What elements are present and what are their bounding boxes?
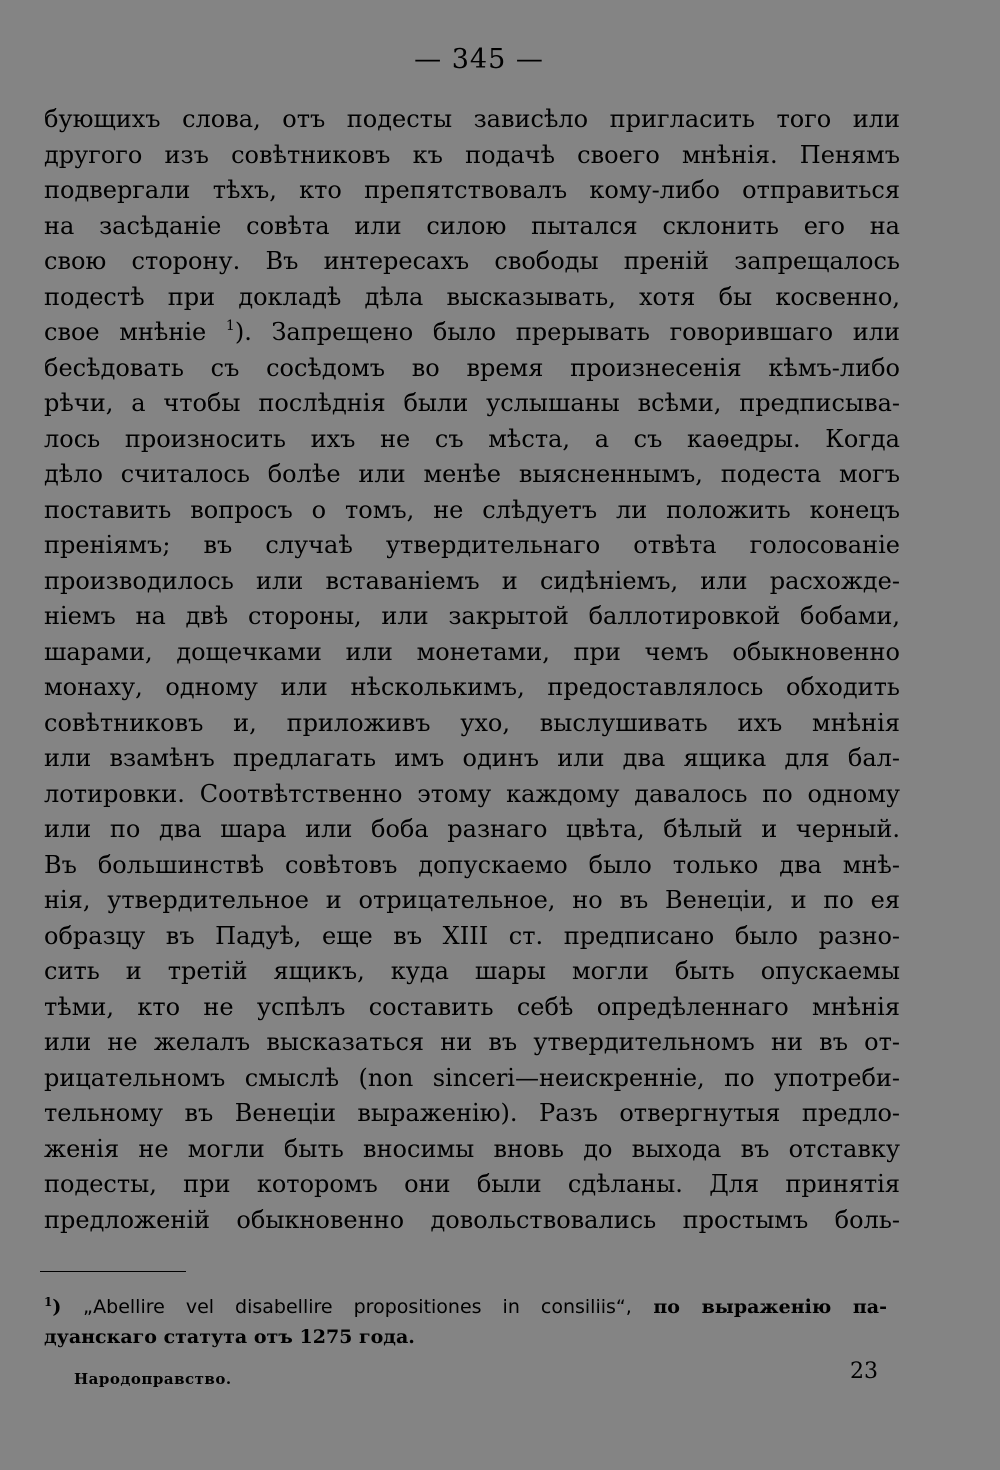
text-line: дѣло считалось болѣе или менѣе выясненнымъ, подеста могъ xyxy=(44,460,900,488)
text-line: лось произносить ихъ не съ мѣста, а съ каѳедры. Когда xyxy=(44,424,900,453)
text-line: другого изъ совѣтниковъ къ подачѣ своего мнѣнія. Пенямъ xyxy=(44,140,900,169)
text-line: лотировки. Соотвѣтственно этому каждому давалось по одному xyxy=(44,779,900,808)
footnote-divider xyxy=(40,1271,186,1272)
text-line: подестѣ при докладѣ дѣла высказывать, хотя бы косвенно, xyxy=(44,282,900,311)
text-line: бесѣдовать съ сосѣдомъ во время произнесенія кѣмъ-либо xyxy=(44,353,900,382)
text-line: нія, утвердительное и отрицательное, но въ Венеціи, и по ея xyxy=(44,886,900,914)
text-line: или не желалъ высказаться ни въ утвердительномъ ни въ от- xyxy=(44,1028,900,1056)
text-line: шарами, дощечками или монетами, при чемъ обыкновенно xyxy=(44,637,900,666)
text-line: рицательномъ смыслѣ (non sinceri—неискренніе, по употреби- xyxy=(44,1063,900,1092)
text-line: преніямъ; въ случаѣ утвердительнаго отвѣта голосованіе xyxy=(44,531,900,559)
text-line: производилось или вставаніемъ и сидѣніемъ, или расхожде- xyxy=(44,566,900,595)
footnote-line: дуанскаго статута отъ 1275 года. xyxy=(44,1326,415,1348)
text-line: тельному въ Венеціи выраженію). Разъ отвергнутыя предло- xyxy=(44,1099,900,1127)
text-line: бующихъ слова, отъ подесты зависѣло пригласить того или xyxy=(44,105,900,133)
text-line: поставить вопросъ о томъ, не слѣдуетъ ли положить конецъ xyxy=(44,495,900,524)
footnote-paren: ) xyxy=(52,1296,62,1318)
text-line: свою сторону. Въ интересахъ свободы преній запрещалось xyxy=(44,247,900,275)
text-line: или взамѣнъ предлагать имъ одинъ или два ящика для бал- xyxy=(44,744,900,772)
text-line: Въ большинствѣ совѣтовъ допускаемо было только два мнѣ- xyxy=(44,850,900,879)
text-line: женія не могли быть вносимы вновь до выхода въ отставку xyxy=(44,1134,900,1163)
page-number: — 345 — xyxy=(414,44,544,75)
text-line: тѣми, кто не успѣлъ составить себѣ опредѣленнаго мнѣнія xyxy=(44,992,900,1021)
text-line: предложеній обыкновенно довольствовались простымъ боль- xyxy=(44,1205,900,1234)
sheet-number: 23 xyxy=(850,1359,878,1384)
signature-mark: Народоправство. xyxy=(74,1370,232,1388)
footnote-marker: 1 xyxy=(44,1295,53,1309)
text-line: подвергали тѣхъ, кто препятствовалъ кому-либо отправиться xyxy=(44,176,900,204)
footnote-text: по выраженію па- xyxy=(631,1296,887,1318)
footnote-reference: 1 xyxy=(225,318,235,334)
text-line: ніемъ на двѣ стороны, или закрытой баллотировкой бобами, xyxy=(44,602,900,630)
footnote xyxy=(44,1292,887,1352)
text-fragment: ). Запрещено было прерывать говорившаго или xyxy=(234,318,900,346)
text-line: сить и третій ящикъ, куда шары могли быть опускаемы xyxy=(44,957,900,985)
body-text xyxy=(44,102,900,1238)
text-line: или по два шара или боба разнаго цвѣта, бѣлый и черный. xyxy=(44,815,900,843)
text-line: рѣчи, а чтобы послѣднія были услышаны всѣми, предписыва- xyxy=(44,389,900,417)
text-line: монаху, одному или нѣсколькимъ, предоставлялось обходить xyxy=(44,673,900,701)
text-fragment: свое мнѣніе xyxy=(44,318,226,346)
text-line: на засѣданіе совѣта или силою пытался склонить его на xyxy=(44,211,900,240)
text-line: образцу въ Падуѣ, еще въ XIII ст. предписано было разно- xyxy=(44,921,900,950)
text-line: подесты, при которомъ они были сдѣланы. Для принятія xyxy=(44,1170,900,1198)
footnote-latin-quote: „Abellire vel disabellire propositiones in consiliis“, xyxy=(82,1296,632,1318)
footnote-line xyxy=(44,1292,887,1322)
text-line-with-footnote-ref xyxy=(44,315,900,351)
text-line: совѣтниковъ и, приложивъ ухо, выслушивать ихъ мнѣнія xyxy=(44,708,900,737)
